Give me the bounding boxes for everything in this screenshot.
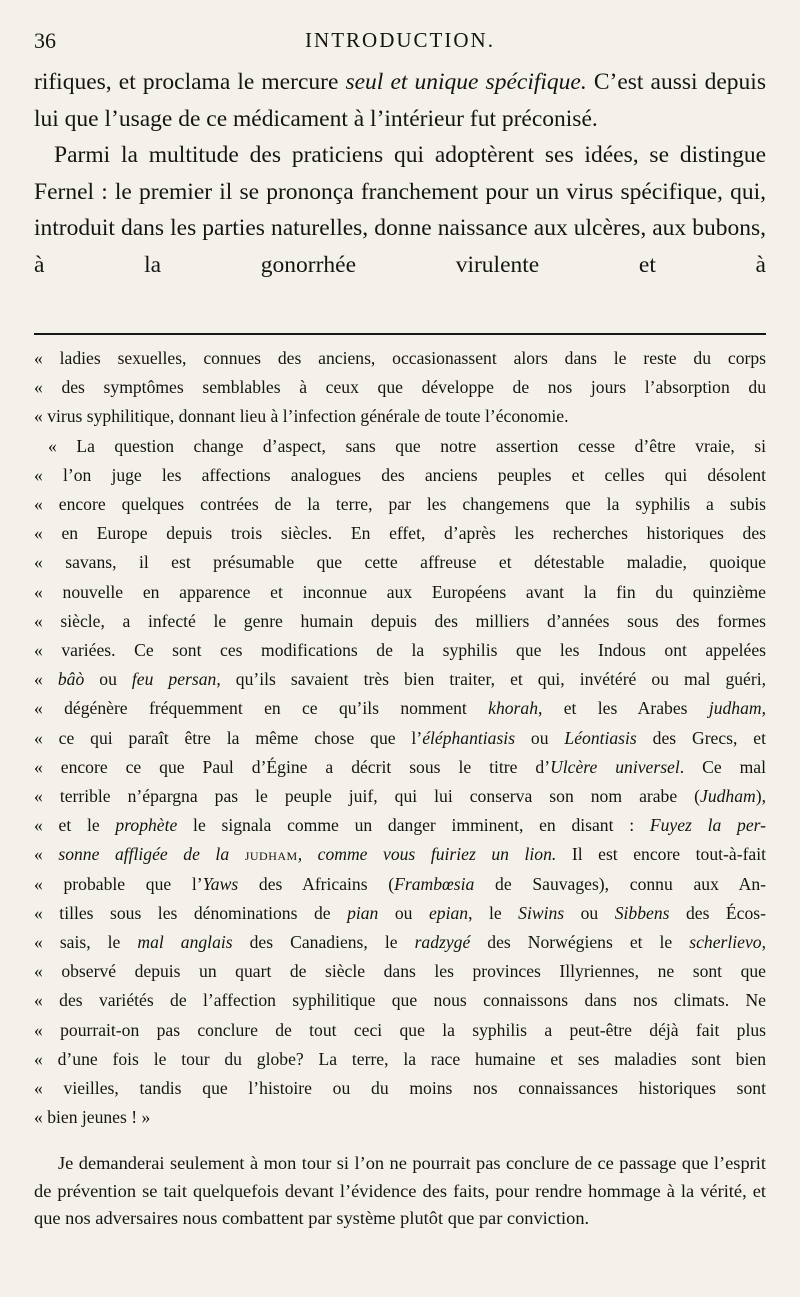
small-caps-term: judham: [244, 844, 298, 865]
italic-term: Yaws: [202, 873, 239, 894]
main-paragraph-1-text-b: C’est aussi depuis lui que l’usage de ce médicament à l’intérieur fut préconisé.: [34, 69, 766, 132]
footnote-line: [34, 694, 766, 723]
footnote-line: « des variétés de l’affection syphilitique que nous connaissons dans nos climats. Ne: [34, 990, 766, 1011]
text-run: ,: [761, 698, 767, 719]
footnote-line: « l’on juge les affections analogues des anciens peuples et celles qui désolent: [34, 464, 766, 485]
footnote-line: [34, 782, 766, 811]
footnote-line: [34, 724, 766, 753]
text-run: ,: [761, 932, 766, 953]
text-run: le signala comme un danger imminent, en disant :: [177, 815, 650, 836]
text-run: des Écos-: [669, 902, 766, 923]
text-run: « et le: [34, 815, 116, 836]
italic-term: Siwins: [518, 902, 565, 923]
text-run: «: [34, 669, 58, 690]
main-text: [34, 64, 766, 283]
italic-term: bâò: [57, 669, 85, 690]
running-title: INTRODUCTION.: [305, 28, 495, 52]
text-run: « encore ce que Paul d’Égine a décrit sous le titre d’: [34, 756, 551, 777]
text-run: de Sauvages), connu aux An-: [474, 873, 766, 894]
italic-term: feu persan: [131, 669, 217, 690]
italic-term: radzygé: [414, 932, 471, 953]
italic-term: Ulcère universel: [550, 756, 680, 777]
text-run: Il est encore tout-à-fait: [556, 844, 767, 865]
text-run: « ce qui paraît être la même chose que l’: [34, 727, 423, 748]
italic-term: Léontiasis: [564, 727, 637, 748]
text-run: « dégénère fréquemment en ce qu’ils nomment: [34, 698, 489, 719]
footnote-line: « bien jeunes ! »: [34, 1107, 151, 1128]
text-run: des Africains (: [238, 873, 395, 894]
footnote-line: « virus syphilitique, donnant lieu à l’infection générale de toute l’économie.: [34, 406, 569, 427]
footnote-line: « pourrait-on pas conclure de tout ceci que la syphilis a peut-être déjà fait plus: [34, 1019, 766, 1040]
italic-term: epian: [428, 902, 469, 923]
footnote-line: [34, 665, 766, 694]
footnote-line: « d’une fois le tour du globe? La terre, la race humaine et ses maladies sont bien: [34, 1048, 766, 1069]
text-run: « terrible n’épargna pas le peuple juif, qui lui conserva son nom arabe (: [34, 786, 701, 807]
text-run: ou: [515, 727, 565, 748]
footnote-line: « observé depuis un quart de siècle dans les provinces Illyriennes, ne sont que: [34, 961, 766, 982]
main-paragraph-1: [34, 64, 766, 137]
footnote-line: « ladies sexuelles, connues des anciens, occasionassent alors dans le reste du corps: [34, 348, 766, 368]
footnote-line: [34, 870, 766, 899]
closing-text: [34, 1150, 766, 1233]
italic-quote: Fuyez la per-: [649, 815, 766, 836]
footnote: [34, 344, 766, 1132]
text-run: ou: [84, 669, 132, 690]
italic-quote: , comme vous fuiriez un lion.: [297, 844, 557, 865]
italic-term: prophète: [115, 815, 178, 836]
text-run: , le: [468, 902, 519, 923]
main-paragraph-2: Parmi la multitude des praticiens qui adoptèrent ses idées, se distingue Fernel : le premier il se prononça franchement pour un virus spécifique, qui, introduit dans les parties naturelles, donne naissance aux ulcères, aux bubons, à la gonorrhée virulente et à: [34, 142, 766, 278]
footnote-line: « encore quelques contrées de la terre, par les changemens que la syphilis a subis: [34, 494, 766, 515]
footnote-line: « nouvelle en apparence et inconnue aux Européens avant la fin du quinzième: [34, 581, 766, 602]
closing-paragraph: Je demanderai seulement à mon tour si l’on ne pourrait pas conclure de ce passage que l’esprit de prévention se tait quelquefois devant l’évidence des faits, pour rendre hommage à la vérité, et que nos adversaires nous combattent par système plutôt que par conviction.: [34, 1153, 766, 1228]
footnote-line: « variées. Ce sont ces modifications de la syphilis que les Indous ont appelées: [34, 640, 766, 661]
italic-term: pian: [347, 902, 379, 923]
main-paragraph-1-italic: seul et unique spécifique.: [345, 69, 587, 95]
text-run: « probable que l’: [34, 873, 203, 894]
footnote-separator: [34, 333, 766, 335]
footnote-line: [34, 928, 766, 957]
footnote-line: [34, 840, 766, 869]
text-run: des Grecs, et: [636, 727, 767, 748]
footnote-line: « siècle, a infecté le genre humain depuis des milliers d’années sous des formes: [34, 610, 766, 631]
text-run: « sais, le: [34, 932, 138, 953]
italic-term: Frambœsia: [394, 873, 475, 894]
page-number: 36: [34, 28, 56, 53]
footnote-line: « savans, il est présumable que cette affreuse et détestable maladie, quoique: [34, 552, 766, 573]
text-run: des Norwégiens et le: [470, 932, 690, 953]
text-run: , et les Arabes: [538, 698, 709, 719]
page-header: [34, 28, 766, 58]
footnote-line: [34, 753, 766, 782]
text-run: « tilles sous les dénominations de: [34, 902, 348, 923]
text-run: . Ce mal: [679, 756, 766, 777]
text-run: «: [34, 844, 59, 865]
text-run: ou: [564, 902, 615, 923]
italic-quote: sonne affligée de la: [58, 844, 245, 865]
footnote-line: « des symptômes semblables à ceux que développe de nos jours l’absorption du: [34, 377, 766, 398]
text-run: , qu’ils savaient très bien traiter, et qui, invétéré ou mal guéri,: [216, 669, 767, 690]
italic-term: éléphantiasis: [422, 727, 516, 748]
text-run: ou: [378, 902, 429, 923]
italic-term: Sibbens: [614, 902, 670, 923]
text-run: ),: [755, 786, 766, 807]
footnote-line: [34, 899, 766, 928]
text-run: des Canadiens, le: [232, 932, 415, 953]
italic-term: khorah: [488, 698, 538, 719]
footnote-line: « en Europe depuis trois siècles. En effet, d’après les recherches historiques des: [34, 523, 766, 544]
footnote-line: « vieilles, tandis que l’histoire ou du moins nos connaissances historiques sont: [34, 1078, 766, 1099]
italic-term: judham: [708, 698, 762, 719]
italic-term: scherlievo: [689, 932, 762, 953]
footnote-line: [34, 811, 766, 840]
italic-term: mal anglais: [137, 932, 233, 953]
main-paragraph-1-text-a: rifiques, et proclama le mercure: [34, 69, 346, 95]
footnote-line: « La question change d’aspect, sans que notre assertion cesse d’être vraie, si: [48, 435, 766, 456]
italic-term: Judham: [700, 786, 756, 807]
